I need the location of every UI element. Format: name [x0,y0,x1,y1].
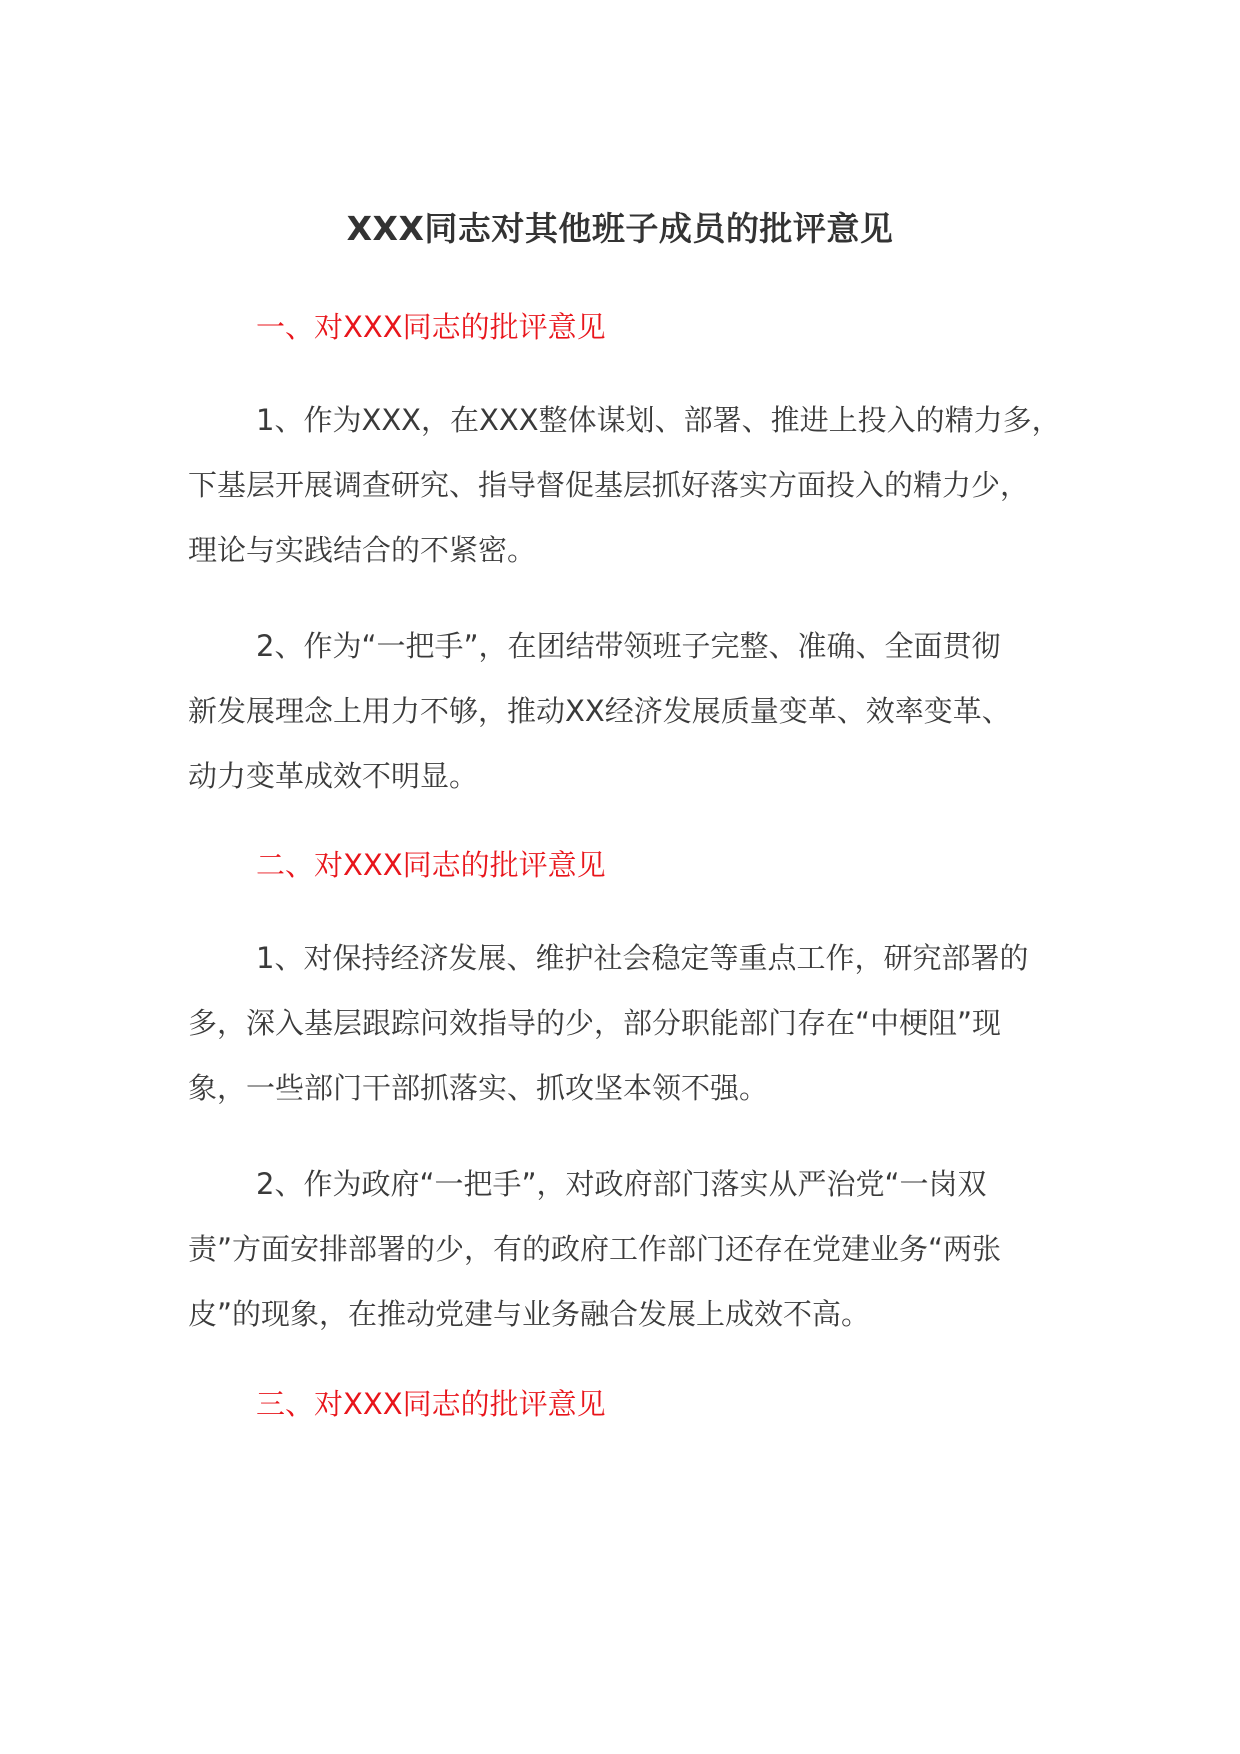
paragraph-line: 象，一些部门干部抓落实、抓攻坚本领不强。 [188,1071,769,1105]
paragraph-line: 新发展理念上用力不够，推动XX经济发展质量变革、效率变革、 [188,694,1011,728]
paragraph-2-1 [188,926,1088,1121]
paragraph-line: 下基层开展调查研究、指导督促基层抓好落实方面投入的精力少， [188,468,1030,502]
paragraph-2-2 [188,1152,1088,1347]
paragraph-1-1 [188,388,1088,583]
paragraph-line: 多，深入基层跟踪问效指导的少，部分职能部门存在“中梗阻”现 [188,1006,1002,1040]
section-heading-2: 二、对XXX同志的批评意见 [256,848,606,882]
section-heading-3: 三、对XXX同志的批评意见 [256,1387,606,1421]
paragraph-line: 1、作为XXX，在XXX整体谋划、部署、推进上投入的精力多， [256,403,1061,437]
section-heading-1: 一、对XXX同志的批评意见 [256,310,606,344]
paragraph-1-2 [188,614,1088,809]
paragraph-line: 2、作为“一把手”，在团结带领班子完整、准确、全面贯彻 [256,629,1001,663]
paragraph-line: 责”方面安排部署的少，有的政府工作部门还存在党建业务“两张 [188,1232,1002,1266]
paragraph-line: 2、作为政府“一把手”，对政府部门落实从严治党“一岗双 [256,1167,987,1201]
paragraph-line: 理论与实践结合的不紧密。 [188,533,537,567]
paragraph-line: 皮”的现象，在推动党建与业务融合发展上成效不高。 [188,1297,871,1331]
paragraph-line: 1、对保持经济发展、维护社会稳定等重点工作，研究部署的 [256,941,1029,975]
paragraph-line: 动力变革成效不明显。 [188,759,479,793]
document-title: XXX同志对其他班子成员的批评意见 [346,209,894,248]
